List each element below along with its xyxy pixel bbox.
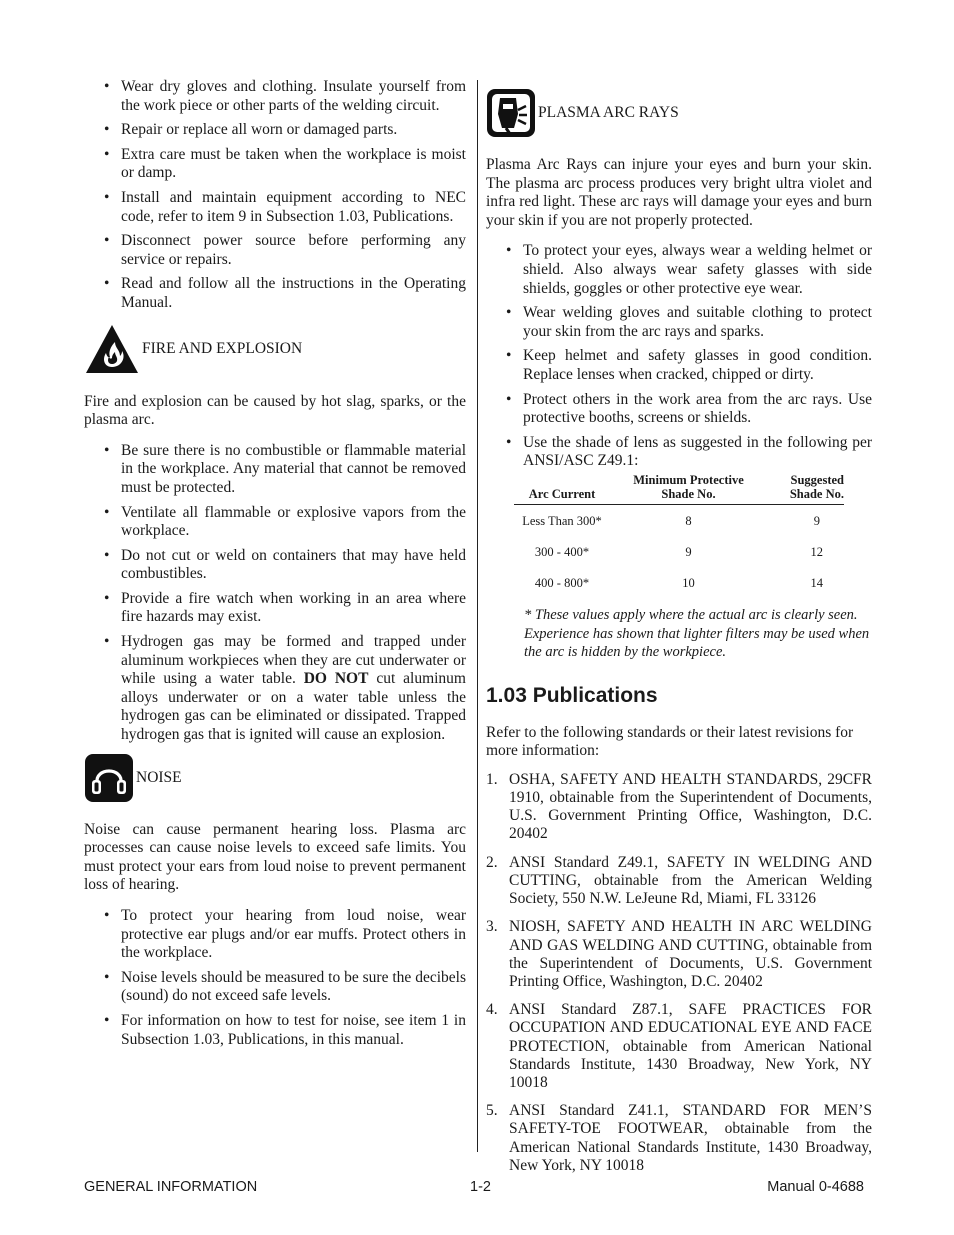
section-title: FIRE AND EXPLOSION	[142, 339, 303, 357]
hydrogen-text: Hydrogen gas may be formed and trapped under aluminum workpieces when they are cut underwater or while using a water table.	[121, 633, 466, 688]
right-column	[486, 88, 872, 1185]
item-number: 3.	[486, 918, 498, 936]
list-item: • Extra care must be taken when the workplace is moist or damp.	[84, 146, 466, 183]
footer-section-name: GENERAL INFORMATION	[84, 1179, 258, 1195]
page-number: 1-2	[470, 1179, 491, 1195]
noise-bullets	[84, 907, 466, 1049]
hydrogen-text-rest: cut aluminum alloys underwater or on a water table unless the hydrogen gas can be eliminated or dissipated. Trapped hydrogen gas that is ignited will cause an explosion.	[121, 670, 466, 744]
left-column	[84, 78, 466, 1055]
welding-helmet-icon	[486, 88, 536, 138]
item-number: 5.	[486, 1102, 498, 1120]
list-item: • Ventilate all flammable or explosive vapors from the workplace.	[84, 504, 466, 541]
plasma-bullets	[486, 242, 872, 471]
electric-shock-bullets	[84, 78, 466, 313]
list-item: • Use the shade of lens as suggested in the following per ANSI/ASC Z49.1:	[486, 434, 872, 471]
column-header: Minimum Protective Shade No.	[610, 473, 767, 505]
publications-intro: Refer to the following standards or their latest revisions for more information:	[486, 723, 854, 760]
list-item: • Read and follow all the instructions in the Operating Manual.	[84, 275, 466, 312]
item-text: ANSI Standard Z49.1, SAFETY IN WELDING AND CUTTING, obtainable from the American Welding Society, 550 N.W. LeJeune Rd, Miami, FL 33126	[509, 853, 872, 908]
do-not-emphasis: DO NOT	[303, 670, 369, 688]
list-item	[486, 1102, 872, 1175]
table-row	[514, 536, 844, 567]
plasma-intro: Plasma Arc Rays can injure your eyes and burn your skin. The plasma arc process produces very bright ultra violet and infra red light. These arc rays will damage your eyes and burn your skin if you are not properly protected.	[486, 156, 872, 229]
manual-number: Manual 0-4688	[767, 1179, 864, 1195]
shade-table	[514, 473, 844, 598]
table-cell: 9	[813, 514, 820, 529]
table-row	[514, 567, 844, 598]
item-number: 4.	[486, 1001, 498, 1019]
list-item: • Keep helmet and safety glasses in good condition. Replace lenses when cracked, chipped or dirty.	[486, 347, 872, 384]
list-item: • Provide a fire watch when working in an area where fire hazards may exist.	[84, 590, 466, 627]
item-text: NIOSH, SAFETY AND HEALTH IN ARC WELDING AND GAS WELDING AND CUTTING, obtainable from the Superintendent of Documents, U.S. Government Printing Office, Washington, D.C. 20402	[509, 918, 872, 990]
list-item	[486, 854, 872, 909]
item-text: ANSI Standard Z41.1, STANDARD FOR MEN’S SAFETY-TOE FOOTWEAR, obtainable from the American National Standards Institute, 1430 Broadway, New York, NY 10018	[509, 1102, 872, 1174]
column-header: Arc Current	[514, 473, 610, 505]
table-header-row	[514, 473, 844, 505]
list-item: • Protect others in the work area from the arc rays. Use protective booths, screens or shields.	[486, 391, 872, 428]
fire-explosion-warning-icon	[84, 323, 140, 375]
list-item: • Do not cut or weld on containers that may have held combustibles.	[84, 547, 466, 584]
list-item	[486, 771, 872, 844]
list-item: • Disconnect power source before performing any service or repairs.	[84, 232, 466, 269]
item-text: OSHA, SAFETY AND HEALTH STANDARDS, 29CFR 1910, obtainable from the Superintendent of Documents, U.S. Government Printing Office, Washington, D.C. 20402	[509, 770, 872, 843]
column-header: Suggested Shade No.	[767, 473, 844, 505]
list-item: • Wear dry gloves and clothing. Insulate yourself from the work piece or other parts of the welding circuit.	[84, 78, 466, 115]
section-title: NOISE	[136, 768, 182, 786]
list-item: • Install and maintain equipment according to NEC code, refer to item 9 in Subsection 1.03, Publications.	[84, 189, 466, 226]
list-item: • To protect your hearing from loud noise, wear protective ear plugs and/or ear muffs. Protect others in the workplace.	[84, 907, 466, 963]
item-number: 2.	[486, 853, 498, 871]
list-item: • For information on how to test for noise, see item 1 in Subsection 1.03, Publications, in this manual.	[84, 1012, 466, 1049]
noise-intro: Noise can cause permanent hearing loss. Plasma arc processes can cause noise levels to exceed safe limits. You must protect your ears from loud noise to prevent permanent loss of hearing.	[84, 820, 466, 894]
list-item: • Repair or replace all worn or damaged parts.	[84, 121, 466, 140]
table-footnote: * These values apply where the actual arc is clearly seen. Experience has shown that lighter filters may be used when the arc is hidden by the workpiece.	[524, 606, 870, 661]
list-item: • To protect your eyes, always wear a welding helmet or shield. Also always wear safety glasses with side shields, goggles or other protective eye wear.	[486, 242, 872, 298]
column-divider	[477, 80, 478, 1152]
table-cell: Less Than 300*	[522, 514, 602, 529]
table-cell: 10	[682, 576, 695, 591]
fire-intro: Fire and explosion can be caused by hot slag, sparks, or the plasma arc.	[84, 392, 466, 429]
table-row	[514, 504, 844, 536]
table-cell: 400 - 800*	[534, 576, 590, 591]
list-item	[84, 633, 466, 745]
list-item: • Noise levels should be measured to be sure the decibels (sound) do not exceed safe levels.	[84, 969, 466, 1006]
plasma-heading	[486, 88, 872, 138]
list-item: • Be sure there is no combustible or flammable material in the workplace. Any material that cannot be removed must be protected.	[84, 442, 466, 498]
table-cell: 8	[685, 514, 692, 529]
list-item	[486, 1001, 872, 1092]
table-cell: 14	[810, 576, 823, 591]
section-heading: 1.03 Publications	[486, 683, 658, 707]
table-cell: 9	[685, 545, 692, 560]
item-number: 1.	[486, 770, 498, 788]
fire-bullets	[84, 442, 466, 745]
fire-heading	[84, 323, 466, 375]
table-cell: 300 - 400*	[534, 545, 590, 560]
list-item	[486, 918, 872, 991]
publications-list	[486, 771, 872, 1175]
section-title: PLASMA ARC RAYS	[538, 104, 679, 121]
table-cell: 12	[810, 545, 823, 560]
list-item: • Wear welding gloves and suitable clothing to protect your skin from the arc rays and sparks.	[486, 304, 872, 341]
noise-heading	[84, 753, 466, 803]
ear-muffs-icon	[84, 753, 134, 803]
item-text: ANSI Standard Z87.1, SAFE PRACTICES FOR OCCUPATION AND EDUCATIONAL EYE AND FACE PROTECTION, obtainable from American National Standards Institute, 1430 Broadway, New York, NY 10018	[509, 1001, 872, 1091]
